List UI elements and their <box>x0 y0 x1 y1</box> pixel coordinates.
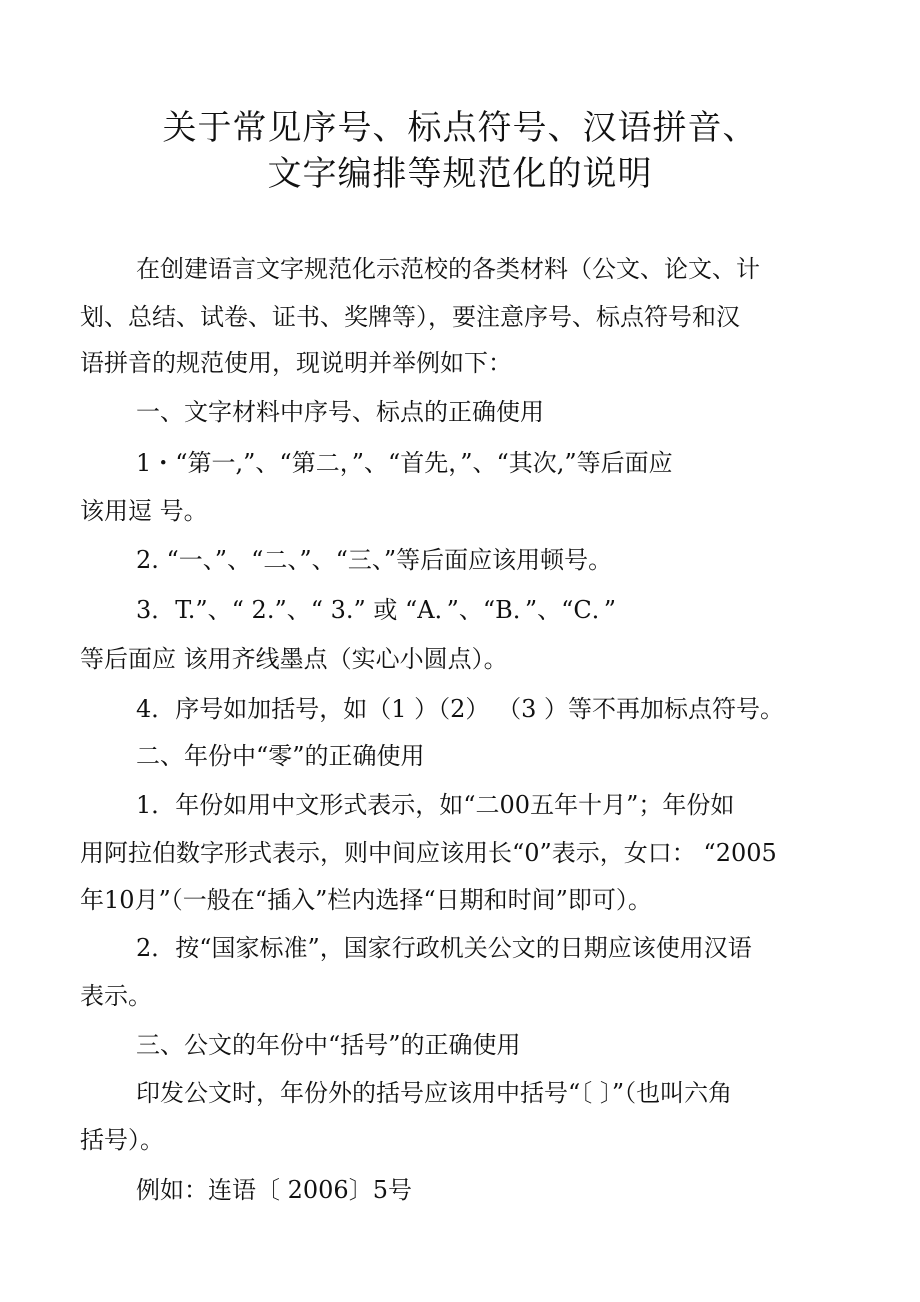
year-item-2-line-2: 表示。 <box>80 982 152 1010</box>
paragraph-intro-line-1: 在创建语言文字规范化示范校的各类材料（公文、论文、计 <box>136 255 760 283</box>
document-title-line-1: 关于常见序号、标点符号、汉语拼音、 <box>162 108 758 148</box>
item-2-line: 2. “一、”、“二、”、“三、”等后面应该用顿号。 <box>136 546 613 574</box>
item-3-line-1: 3．T.”、“ 2.”、“ 3.” 或 “A．”、“B．”、“C．” <box>136 596 616 624</box>
section-heading-3: 三、公文的年份中“括号”的正确使用 <box>136 1031 521 1059</box>
year-item-1-line-2: 用阿拉伯数字形式表示，则中间应该用长“0”表示，女口： “2005 <box>80 839 777 867</box>
item-4-line: 4．序号如加括号，如（1 ）（2） （3 ）等不再加标点符号。 <box>136 695 784 723</box>
section-heading-1: 一、文字材料中序号、标点的正确使用 <box>136 398 544 426</box>
item-1-line-2: 该用逗 号。 <box>80 497 208 525</box>
example-line: 例如：连语〔 2006〕5号 <box>136 1176 412 1204</box>
paragraph-intro-line-2: 划、总结、试卷、证书、奖牌等），要注意序号、标点符号和汉 <box>80 303 740 331</box>
bracket-paragraph-line-2: 括号）。 <box>80 1126 164 1154</box>
year-item-1-line-3: 年10月”（一般在“插入”栏内选择“日期和时间”即可）。 <box>80 886 652 914</box>
year-item-2-line-1: 2．按“国家标准”，国家行政机关公文的日期应该使用汉语 <box>136 934 752 962</box>
year-item-1-line-1: 1．年份如用中文形式表示，如“二00五年十月”；年份如 <box>136 791 735 819</box>
item-1-line-1: 1・“第一,”、“第二，”、“首先，”、“其次,”等后面应 <box>136 449 673 477</box>
bracket-paragraph-line-1: 印发公文时，年份外的括号应该用中括号“〔 〕”（也叫六角 <box>136 1079 733 1107</box>
section-heading-2: 二、年份中“零”的正确使用 <box>136 742 425 770</box>
item-3-line-2: 等后面应 该用齐线墨点（实心小圆点）。 <box>80 645 508 673</box>
document-title-line-2: 文字编排等规范化的说明 <box>267 154 653 194</box>
paragraph-intro-line-3: 语拼音的规范使用，现说明并举例如下： <box>80 349 512 377</box>
